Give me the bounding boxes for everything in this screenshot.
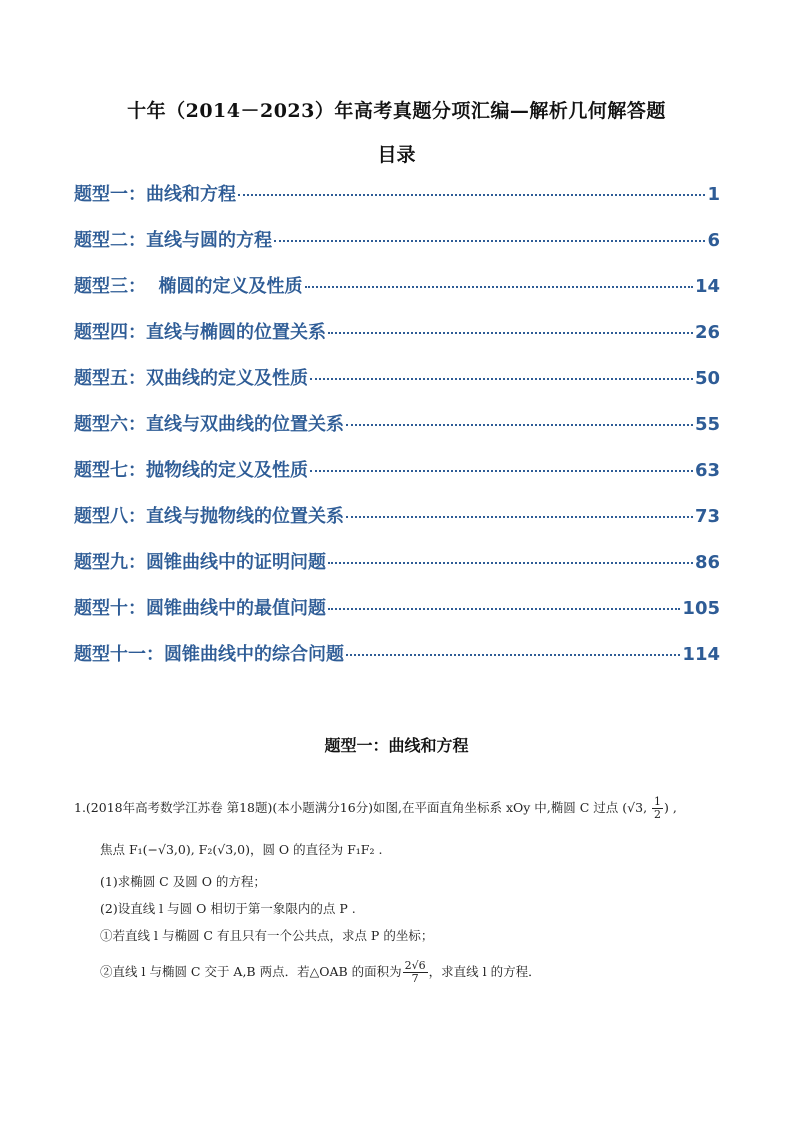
toc-entry[interactable]: [74, 410, 720, 456]
toc-entry[interactable]: [74, 226, 720, 272]
toc-entry-label: 题型八：直线与抛物线的位置关系: [74, 506, 344, 527]
toc-heading: 目录: [377, 144, 416, 166]
toc-dot-leader: [274, 239, 705, 242]
toc-entry[interactable]: [74, 272, 720, 318]
toc-dot-leader: [310, 377, 693, 380]
problem-line: [100, 960, 541, 985]
problem-line: 焦点 F₁(−√3,0), F₂(√3,0)，圆 O 的直径为 F₁F₂ .: [100, 842, 383, 857]
toc-entry-label: 题型七：抛物线的定义及性质: [74, 460, 308, 481]
toc-dot-leader: [328, 607, 680, 610]
fraction-denominator: 7: [411, 972, 419, 985]
fraction-numerator: 2√6: [404, 959, 426, 972]
table-of-contents: [74, 180, 720, 686]
toc-dot-leader: [346, 423, 693, 426]
problem-line: (1)求椭圆 C 及圆 O 的方程；: [100, 874, 266, 889]
toc-entry-page: 86: [694, 552, 720, 573]
problem-text: ，求直线 l 的方程．: [428, 964, 541, 979]
problem-line: ①若直线 l 与椭圆 C 有且只有一个公共点，求点 P 的坐标；: [100, 928, 434, 943]
toc-entry-page: 14: [694, 276, 720, 297]
toc-entry[interactable]: [74, 318, 720, 364]
problem-text: ) ,: [664, 800, 677, 815]
toc-dot-leader: [305, 285, 693, 288]
toc-entry-page: 1: [707, 184, 720, 205]
toc-entry-label: 题型十一：圆锥曲线中的综合问题: [74, 644, 344, 665]
toc-entry-label: 题型九：圆锥曲线中的证明问题: [74, 552, 326, 573]
toc-entry-page: 6: [707, 230, 720, 251]
toc-entry[interactable]: [74, 640, 720, 686]
problem-line: (2)设直线 l 与圆 O 相切于第一象限内的点 P .: [100, 901, 356, 916]
toc-entry[interactable]: [74, 548, 720, 594]
toc-dot-leader: [346, 653, 680, 656]
toc-entry-page: 105: [682, 598, 720, 619]
toc-entry-page: 26: [694, 322, 720, 343]
toc-entry-label: 题型六：直线与双曲线的位置关系: [74, 414, 344, 435]
toc-dot-leader: [310, 469, 693, 472]
problem-text: 1.(2018年高考数学江苏卷 第18题)(本小题满分16分)如图,在平面直角坐标系 xOy 中,椭圆 C 过点 (√3,: [74, 800, 652, 815]
problem-line: [74, 796, 677, 821]
toc-entry-label: 题型五：双曲线的定义及性质: [74, 368, 308, 389]
toc-entry[interactable]: [74, 364, 720, 410]
fraction-denominator: 2: [654, 808, 662, 821]
toc-entry-label: 题型四：直线与椭圆的位置关系: [74, 322, 326, 343]
toc-entry[interactable]: [74, 594, 720, 640]
toc-entry-page: 50: [694, 368, 720, 389]
toc-dot-leader: [238, 193, 705, 196]
fraction-numerator: 1: [654, 795, 662, 808]
toc-entry-label: 题型十：圆锥曲线中的最值问题: [74, 598, 326, 619]
toc-entry-page: 114: [682, 644, 720, 665]
toc-entry-page: 73: [694, 506, 720, 527]
fraction: [652, 796, 663, 821]
toc-dot-leader: [346, 515, 693, 518]
toc-entry-page: 55: [694, 414, 720, 435]
toc-entry[interactable]: [74, 456, 720, 502]
section-heading: 题型一：曲线和方程: [324, 736, 469, 755]
toc-dot-leader: [328, 561, 693, 564]
toc-entry-page: 63: [694, 460, 720, 481]
document-title: 十年（2014－2023）年高考真题分项汇编—解析几何解答题: [127, 100, 666, 122]
toc-dot-leader: [328, 331, 693, 334]
toc-entry[interactable]: [74, 180, 720, 226]
problem-text: ②直线 l 与椭圆 C 交于 A,B 两点．若△OAB 的面积为: [100, 964, 402, 979]
toc-entry-label: 题型一：曲线和方程: [74, 184, 236, 205]
toc-entry[interactable]: [74, 502, 720, 548]
toc-entry-label: 题型三： 椭圆的定义及性质: [74, 276, 303, 297]
fraction: [403, 960, 428, 985]
toc-entry-label: 题型二：直线与圆的方程: [74, 230, 272, 251]
